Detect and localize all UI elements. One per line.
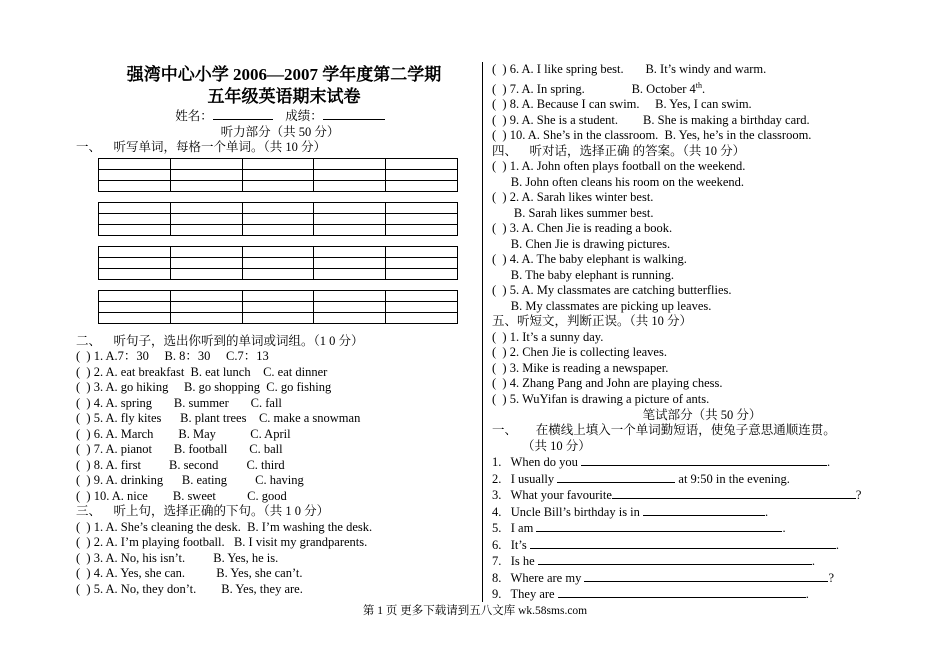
dictation-grid-2[interactable] xyxy=(98,202,458,236)
fill-item-text: 2. I usually xyxy=(492,471,558,486)
fill-item-end: . xyxy=(782,521,786,536)
fill-item-text: 5. I am xyxy=(492,521,537,536)
name-label: 姓名： xyxy=(175,109,213,123)
section3-item: ( ) 10. A. She’s in the classroom. B. Yes, he’s in the classroom. xyxy=(492,128,812,143)
section4-item: B. Sarah likes summer best. xyxy=(492,205,654,220)
section3-item: ( ) 1. A. She’s cleaning the desk. B. I’m washing the desk. xyxy=(76,519,373,534)
right-column xyxy=(492,62,912,603)
fill-item-5 xyxy=(492,520,912,537)
section3-item: ( ) 2. A. I’m playing football. B. I visit my grandparents. xyxy=(76,535,368,549)
written-part-title: 笔试部分（共 50 分） xyxy=(642,408,762,423)
fill-item-text: 6. It’s xyxy=(492,537,530,552)
section3-item: ( ) 9. A. She is a student. B. She is making a birthday card. xyxy=(492,112,810,127)
section3-item-7 xyxy=(492,78,912,98)
fill-item-end: ? xyxy=(828,570,835,585)
section2-item: ( ) 7. A. pianot B. football C. ball xyxy=(76,442,283,456)
fill-blank[interactable] xyxy=(538,553,812,565)
fill-item-end: at 9:50 in the evening. xyxy=(675,471,790,486)
fill-blank[interactable] xyxy=(558,586,806,598)
score-blank[interactable] xyxy=(323,108,385,120)
section3-item: ( ) 8. A. Because I can swim. B. Yes, I can swim. xyxy=(492,97,752,112)
fill-item-9 xyxy=(492,586,912,603)
ordinal-suffix: th xyxy=(695,80,703,90)
section4-heading: 四、 听对话，选择正确 的答案。（共 10 分） xyxy=(492,143,746,158)
section3-item-7-text: ( ) 7. A. In spring. B. October 4 xyxy=(492,81,696,96)
section3-item-7-end: . xyxy=(702,81,706,96)
section3-item: ( ) 4. A. Yes, she can. B. Yes, she can’t. xyxy=(76,566,303,580)
fill-item-end: . xyxy=(811,554,815,569)
exam-title-line2: 五年级英语期末试卷 xyxy=(207,87,361,106)
fill-blank[interactable] xyxy=(557,471,675,483)
fill-item-4 xyxy=(492,504,912,521)
fill-item-6 xyxy=(492,537,912,554)
section2-item: ( ) 4. A. spring B. summer C. fall xyxy=(76,395,282,410)
name-score-line xyxy=(96,108,464,124)
section5-item: ( ) 1. It’s a sunny day. xyxy=(492,329,604,344)
section3-item: ( ) 5. A. No, they don’t. B. Yes, they are. xyxy=(76,581,303,596)
fill-blank[interactable] xyxy=(530,537,836,549)
section1-heading: 一、 听写单词，每格一个单词。（共 10 分） xyxy=(76,140,327,154)
section2-item: ( ) 1. A.7：30 B. 8：30 C.7：13 xyxy=(76,349,269,363)
section2-item: ( ) 9. A. drinking B. eating C. having xyxy=(76,473,304,487)
section4-item: ( ) 3. A. Chen Jie is reading a book. xyxy=(492,221,673,236)
fill-item-1 xyxy=(492,454,912,471)
fill-item-text: 1. When do you xyxy=(492,455,581,470)
fill-item-end: . xyxy=(835,537,839,552)
section4-item: ( ) 2. A. Sarah likes winter best. xyxy=(492,190,654,205)
fill-blank[interactable] xyxy=(643,504,765,516)
dictation-grid-3[interactable] xyxy=(98,246,458,280)
fill-item-8 xyxy=(492,570,912,587)
section2-item: ( ) 6. A. March B. May C. April xyxy=(76,426,291,441)
written-section1-points: （共 10 分） xyxy=(522,438,591,453)
fill-item-2 xyxy=(492,471,912,488)
fill-item-3 xyxy=(492,487,912,504)
section5-item: ( ) 5. WuYifan is drawing a picture of ants. xyxy=(492,391,710,406)
section2-item: ( ) 8. A. first B. second C. third xyxy=(76,457,285,472)
fill-item-end: . xyxy=(765,504,769,519)
fill-item-text: 4. Uncle Bill’s birthday is in xyxy=(492,504,644,519)
section2-item: ( ) 5. A. fly kites B. plant trees C. make a snowman xyxy=(76,411,361,425)
fill-item-7 xyxy=(492,553,912,570)
written-section1-heading: 一、 在横线上填入一个单词勤短语，使兔子意思通顺连贯。 xyxy=(492,423,836,438)
page-footer: 第 1 页 更多下载请到五八文库 wk.58sms.com xyxy=(362,605,588,617)
left-column xyxy=(76,62,464,597)
fill-blank[interactable] xyxy=(584,570,828,582)
fill-item-text: 7. Is he xyxy=(492,554,538,569)
section4-item: B. My classmates are picking up leaves. xyxy=(492,298,712,313)
section3-item: ( ) 6. A. I like spring best. B. It’s windy and warm. xyxy=(492,62,767,76)
section4-item: B. Chen Jie is drawing pictures. xyxy=(492,236,671,251)
fill-blank[interactable] xyxy=(581,454,827,466)
score-label: 成绩： xyxy=(285,109,323,123)
section2-item: ( ) 2. A. eat breakfast B. eat lunch C. eat dinner xyxy=(76,364,328,379)
section5-item: ( ) 3. Mike is reading a newspaper. xyxy=(492,360,669,375)
section2-heading: 二、 听句子，选出你听到的单词或词组。（1 0 分） xyxy=(76,333,364,348)
listening-part-title: 听力部分（共 50 分） xyxy=(220,125,340,139)
section4-item: B. The baby elephant is running. xyxy=(492,267,675,282)
section4-item: ( ) 5. A. My classmates are catching butterflies. xyxy=(492,283,732,298)
name-blank[interactable] xyxy=(213,108,273,120)
section4-item: B. John often cleans his room on the weekend. xyxy=(492,174,745,189)
fill-item-text: 8. Where are my xyxy=(492,570,585,585)
section4-item: ( ) 1. A. John often plays football on the weekend. xyxy=(492,159,746,174)
section3-heading: 三、 听上句，选择正确的下句。（共 1 0 分） xyxy=(76,504,330,518)
section5-item: ( ) 2. Chen Jie is collecting leaves. xyxy=(492,345,667,360)
fill-blank[interactable] xyxy=(536,520,782,532)
section5-item: ( ) 4. Zhang Pang and John are playing chess. xyxy=(492,376,723,391)
fill-item-text: 9. They are xyxy=(492,587,558,602)
dictation-grid-1[interactable] xyxy=(98,158,458,192)
section2-item: ( ) 3. A. go hiking B. go shopping C. go fishing xyxy=(76,380,332,394)
fill-item-end: . xyxy=(827,455,831,470)
section5-heading: 五、听短文，判断正误。（共 10 分） xyxy=(492,314,693,329)
section2-item: ( ) 10. A. nice B. sweet C. good xyxy=(76,488,287,503)
section4-item: ( ) 4. A. The baby elephant is walking. xyxy=(492,252,687,267)
fill-blank[interactable] xyxy=(612,487,856,499)
column-divider xyxy=(482,62,483,602)
fill-item-text: 3. What your favourite xyxy=(492,488,612,503)
dictation-grid-4[interactable] xyxy=(98,290,458,324)
section3-item: ( ) 3. A. No, his isn’t. B. Yes, he is. xyxy=(76,550,279,565)
fill-item-end: . xyxy=(805,587,809,602)
fill-item-end: ? xyxy=(855,488,862,503)
exam-title-line1: 强湾中心小学 2006—2007 学年度第二学期 xyxy=(126,65,442,84)
